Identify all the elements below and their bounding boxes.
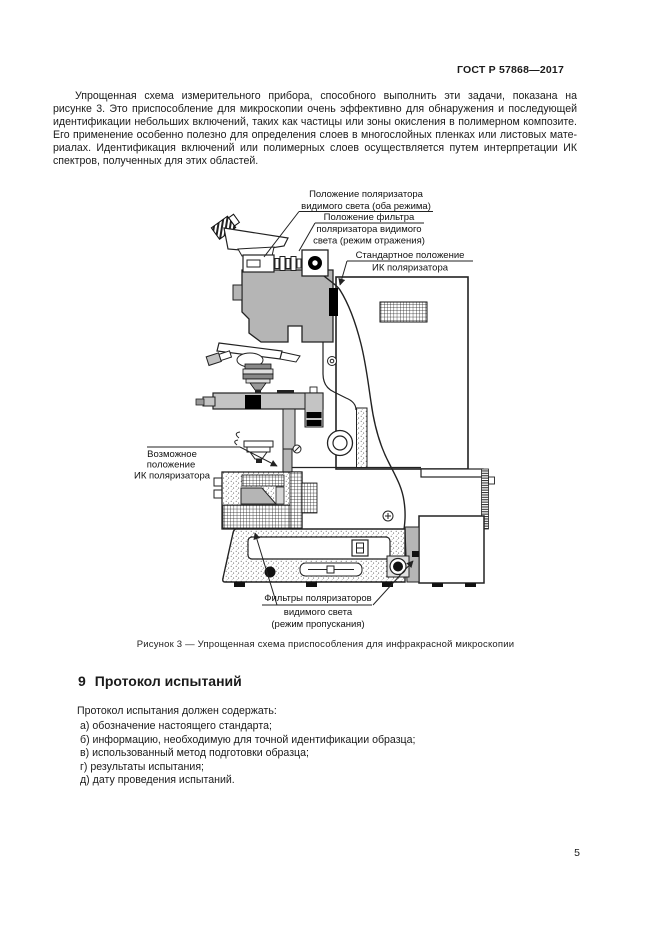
body-screw (383, 511, 393, 521)
stage-assembly (196, 387, 353, 485)
microscope-diagram (130, 182, 500, 638)
slider-control (300, 563, 362, 576)
label-possible-ir: Возможное (147, 449, 197, 460)
list-item: в) использованный метод подготовки образца; (80, 747, 309, 759)
side-box (419, 516, 484, 583)
list-item: б) информацию, необходимую для точной идентификации образца; (80, 733, 416, 746)
label-filter-position: поляризатора видимого (316, 224, 422, 235)
label-visible-polarizer: видимого света (оба режима) (301, 201, 431, 212)
label-bottom-filters: Фильтры поляризаторов (264, 593, 372, 604)
illuminator-arm (233, 270, 338, 342)
ir-polarizer-slot (329, 288, 338, 316)
microscope-base (223, 527, 419, 587)
figure-caption: Рисунок 3 — Упрощенная схема приспособления для инфракрасной микроскопии (136, 639, 515, 650)
label-bottom-filters: видимого света (283, 607, 353, 618)
condenser-polarizer-block (214, 472, 317, 529)
label-filter-position: света (режим отражения) (313, 235, 425, 247)
paragraph-line: рисунке 3. Это приспособление для микроскопии очень эффективно для обнаружения и последующей (53, 103, 577, 115)
label-possible-ir: ИК поляризатора (133, 470, 211, 482)
nosepiece-assembly (206, 343, 336, 394)
label-standard-ir: ИК поляризатора (371, 262, 449, 274)
objective-lens-upper (243, 364, 273, 394)
paragraph-line: Упрощенная схема измерительного прибора, способного выполнить эти задачи, показана на (75, 90, 577, 102)
section-title: Протокол испытаний (94, 673, 242, 689)
label-possible-ir: положение (146, 459, 196, 471)
label-standard-ir: Стандартное положение (355, 250, 465, 261)
paragraph-line: идентификации небольших включений, таких как частицы или зоны окисления в полимерном композите. (53, 116, 577, 128)
switch-icon (352, 540, 368, 556)
eyepiece-assembly (211, 213, 328, 276)
section-intro: Протокол испытания должен содержать: (77, 705, 277, 717)
label-filter-position: Положение фильтра (323, 212, 415, 223)
filter-knob (387, 556, 409, 577)
list-item: д) дату проведения испытаний. (80, 774, 235, 786)
paragraph-line: спектров, полученных для этих областей. (53, 155, 259, 167)
page-number: 5 (574, 847, 580, 859)
paragraph-line: Его применение особенно полезно для определения слоев в многослойных пленках или листовых мате- (53, 129, 577, 141)
list-item: г) результаты испытания; (80, 760, 204, 773)
label-bottom-filters: (режим пропускания) (271, 619, 365, 630)
section-heading (78, 673, 242, 689)
label-visible-polarizer: Положение поляризатора (309, 189, 423, 200)
intro-paragraph (53, 90, 577, 168)
vent-grille (380, 302, 427, 322)
section-number: 9 (78, 673, 86, 689)
list-item: а) обозначение настоящего стандарта; (80, 720, 272, 732)
paragraph-line: риалах. Идентификация включений или полимерных слоев осуществляется путем интерпретации ИК (53, 142, 577, 154)
bellows-connector (275, 257, 301, 271)
page-header: ГОСТ Р 57868—2017 (456, 64, 564, 76)
protocol-section (53, 705, 577, 788)
